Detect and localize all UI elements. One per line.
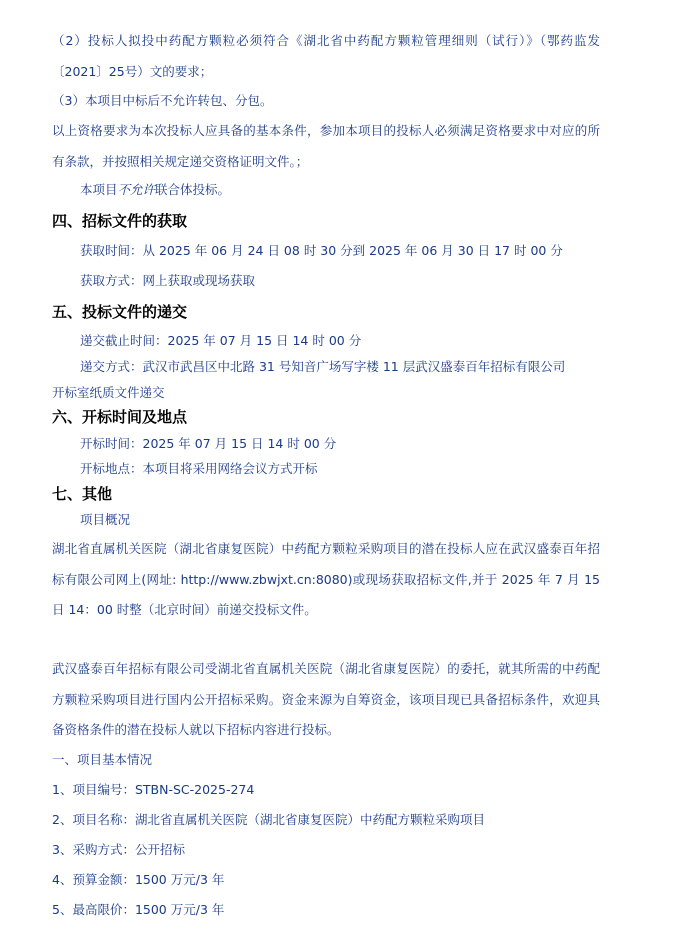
section-5-heading: 五、投标文件的递交 xyxy=(52,303,188,321)
submit-deadline: 递交截止时间：2025 年 07 月 15 日 14 时 00 分 xyxy=(80,333,362,348)
submit-method-line2: 开标室纸质文件递交 xyxy=(52,385,165,400)
section-7-heading: 七、其他 xyxy=(52,485,113,503)
basic-item-2: 2、项目名称：湖北省直属机关医院（湖北省康复医院）中药配方颗粒采购项目 xyxy=(52,812,485,827)
basic-item-3: 3、采购方式：公开招标 xyxy=(52,842,185,857)
submit-method-line1: 递交方式：武汉市武昌区中北路 31 号知音广场写字楼 11 层武汉盛泰百年招标有限公司 xyxy=(80,359,566,374)
overview-text: 湖北省直属机关医院（湖北省康复医院）中药配方颗粒采购项目的潜在投标人应在武汉盛泰百年招标有限公司网上(网址: http://www.zbwjxt.cn:8080)或现场获取招标文件,并于 2025 年 7 月 15 日 14：00 时整（北京时间）前递交投标文件。 xyxy=(52,541,600,617)
section-4-heading: 四、招标文件的获取 xyxy=(52,212,188,230)
qualification-note: 以上资格要求为本次投标人应具备的基本条件，参加本项目的投标人必须满足资格要求中对应的所有条款，并按照相关规定递交资格证明文件。； xyxy=(52,123,600,169)
consortium-suffix: 联合体投标。 xyxy=(155,182,231,197)
basic-heading: 一、项目基本情况 xyxy=(52,752,153,767)
section-6-heading: 六、开标时间及地点 xyxy=(52,408,188,426)
consortium-prefix: 本项目 xyxy=(80,182,118,197)
acquire-method: 获取方式：网上获取或现场获取 xyxy=(80,273,256,288)
basic-item-1: 1、项目编号：STBN-SC-2025-274 xyxy=(52,782,255,797)
intro-paragraph: 武汉盛泰百年招标有限公司受湖北省直属机关医院（湖北省康复医院）的委托，就其所需的中药配方颗粒采购项目进行国内公开招标采购。资金来源为自筹资金，该项目现已具备招标条件，欢迎具备资格条件的潜在投标人就以下招标内容进行投标。 xyxy=(52,661,600,737)
basic-item-5: 5、最高限价：1500 万元/3 年 xyxy=(52,902,225,917)
clause-3: （3）本项目中标后不允许转包、分包。 xyxy=(52,93,273,108)
opening-time: 开标时间：2025 年 07 月 15 日 14 时 00 分 xyxy=(80,436,337,451)
basic-item-4: 4、预算金额：1500 万元/3 年 xyxy=(52,872,225,887)
acquire-time: 获取时间：从 2025 年 06 月 24 日 08 时 30 分到 2025 年 06 月 30 日 17 时 00 分 xyxy=(80,243,563,258)
consortium-line xyxy=(80,175,646,205)
opening-place: 开标地点：本项目将采用网络会议方式开标 xyxy=(80,461,318,476)
consortium-value: 不允许 xyxy=(117,182,156,197)
clause-2: （2）投标人拟投中药配方颗粒必须符合《湖北省中药配方颗粒管理细则（试行）》（鄂药监发〔2021〕25号）文的要求； xyxy=(52,33,600,79)
overview-label: 项目概况 xyxy=(80,512,131,527)
